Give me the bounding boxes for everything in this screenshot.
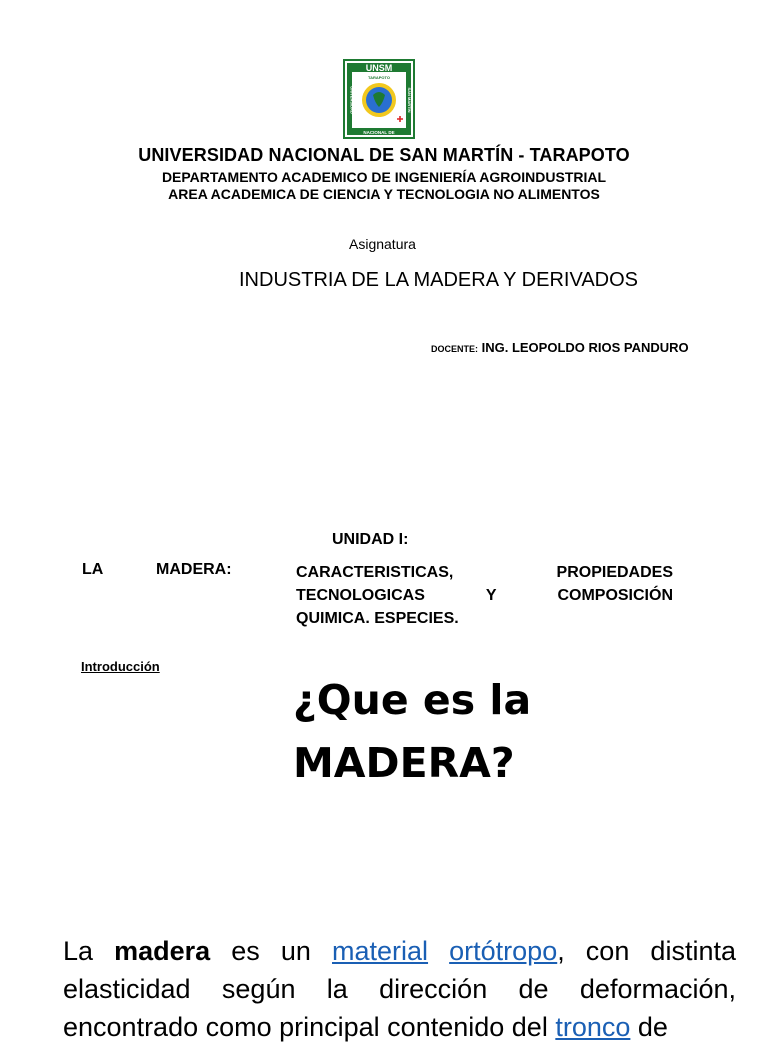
link-material[interactable]: material: [332, 936, 429, 966]
logo-top-text: UNSM: [365, 63, 393, 73]
university-logo: [343, 59, 415, 139]
text-run: [428, 936, 449, 966]
course-label: Asignatura: [349, 236, 416, 252]
text-run: La: [63, 936, 115, 966]
unit-topic-description: [296, 561, 673, 630]
question-line-1: ¿Que es la: [293, 676, 532, 724]
logo-left-text: UNIVERSIDAD: [349, 86, 355, 114]
text-run: de: [630, 1012, 668, 1042]
topic-word: CARACTERISTICAS,: [296, 564, 454, 581]
unit-title: UNIDAD I:: [332, 531, 409, 548]
link-tronco[interactable]: tronco: [555, 1012, 631, 1042]
unit-topic-la: LA: [82, 561, 104, 578]
introduction-heading: Introducción: [81, 659, 160, 674]
question-heading: [293, 669, 531, 795]
course-name: INDUSTRIA DE LA MADERA Y DERIVADOS: [239, 269, 639, 291]
teacher-label: DOCENTE:: [431, 344, 478, 354]
topic-row-2: [296, 584, 673, 607]
topic-word: PROPIEDADES: [556, 564, 673, 581]
logo-right-text: SAN MARTIN: [407, 87, 412, 113]
unit-topic-madera: MADERA:: [156, 561, 232, 578]
logo-bottom-text: NACIONAL DE: [363, 130, 395, 135]
teacher-name: ING. LEOPOLDO RIOS PANDURO: [478, 340, 689, 355]
university-name: UNIVERSIDAD NACIONAL DE SAN MARTÍN - TARAPOTO: [138, 145, 630, 165]
academic-area: AREA ACADEMICA DE CIENCIA Y TECNOLOGIA NO ALIMENTOS: [168, 186, 600, 202]
text-run: , con distinta elasticidad según la dirección de deformación, encontrado como principal contenido del: [63, 936, 736, 1042]
university-seal-icon: [343, 59, 415, 139]
bold-term: madera: [114, 936, 211, 966]
link-ortotropo[interactable]: ortótropo: [449, 936, 558, 966]
text-run: es un: [210, 936, 333, 966]
topic-word: TECNOLOGICAS: [296, 587, 425, 604]
topic-row-3: QUIMICA. ESPECIES.: [296, 610, 459, 627]
topic-row-1: [296, 561, 673, 584]
department-name: DEPARTAMENTO ACADEMICO DE INGENIERÍA AGROINDUSTRIAL: [161, 169, 607, 185]
question-line-2: MADERA?: [293, 739, 515, 787]
intro-paragraph: [63, 932, 736, 1046]
topic-word: COMPOSICIÓN: [557, 587, 673, 604]
teacher: [431, 340, 689, 355]
topic-word: Y: [485, 587, 497, 604]
logo-inner-text: TARAPOTO: [367, 75, 391, 80]
